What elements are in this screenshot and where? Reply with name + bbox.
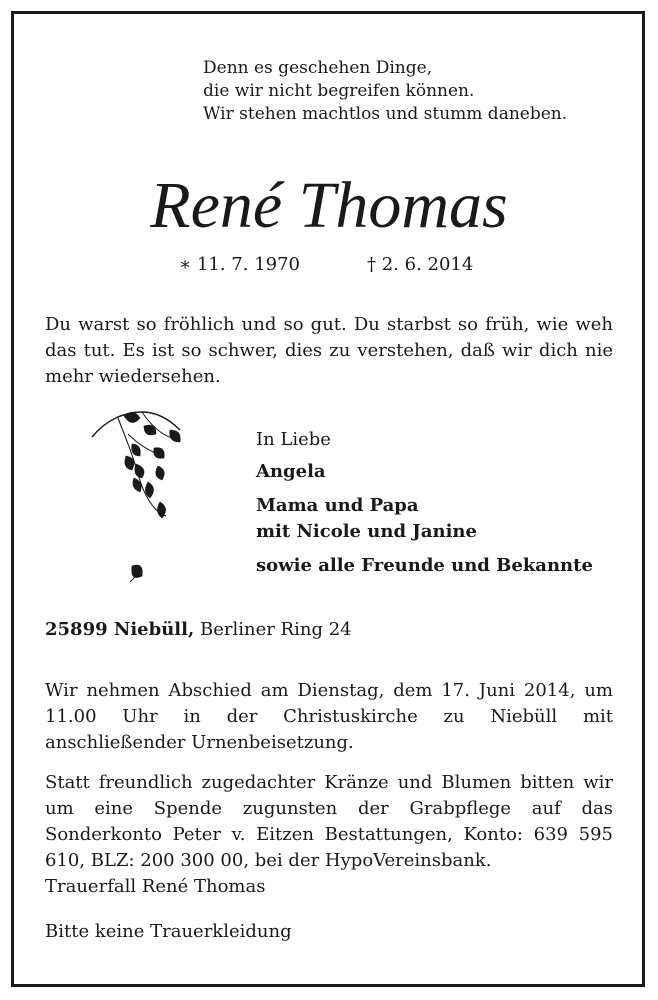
death-date: † 2. 6. 2014 [367, 254, 474, 275]
donation-block [45, 770, 613, 900]
signoff-name: Angela [256, 461, 326, 482]
motto-line: die wir nicht begreifen können. [203, 81, 475, 101]
motto [203, 57, 567, 126]
donation-reference: Trauerfall René Thomas [45, 876, 266, 897]
address-city: 25899 Niebüll, [45, 619, 195, 640]
signoff [256, 427, 593, 579]
signoff-name: sowie alle Freunde und Bekannte [256, 555, 593, 576]
address-street: Berliner Ring 24 [199, 619, 352, 640]
motto-line: Wir stehen machtlos und stumm daneben. [203, 104, 568, 124]
signoff-intro: In Liebe [256, 429, 331, 450]
dress-note: Bitte keine Trauerkleidung [45, 921, 292, 942]
motto-line: Denn es geschehen Dinge, [203, 58, 433, 78]
deceased-name: René Thomas [150, 169, 508, 242]
donation-text: Statt freundlich zugedachter Kränze und Blumen bitten wir um eine Spende zugunsten der Grabpflege auf das Sonderkonto Peter v. Eitzen Bestattungen, Konto: 639 595 610, BLZ: 200 300 00, bei der HypoVereinsbank. [45, 772, 613, 871]
lament-text: Du warst so fröhlich und so gut. Du starbst so früh, wie weh das tut. Es ist so schwer, dies zu verstehen, daß wir dich nie mehr wiedersehen. [45, 314, 613, 387]
birch-leaves-icon [88, 404, 198, 600]
signoff-name: Mama und Papa [256, 495, 419, 516]
address [45, 619, 352, 640]
birth-date: ∗ 11. 7. 1970 [179, 254, 301, 275]
signoff-name: mit Nicole und Janine [256, 521, 477, 542]
service-text: Wir nehmen Abschied am Dienstag, dem 17. Juni 2014, um 11.00 Uhr in der Christuskirche zu Niebüll mit anschließender Urnenbeisetzung. [45, 680, 613, 753]
